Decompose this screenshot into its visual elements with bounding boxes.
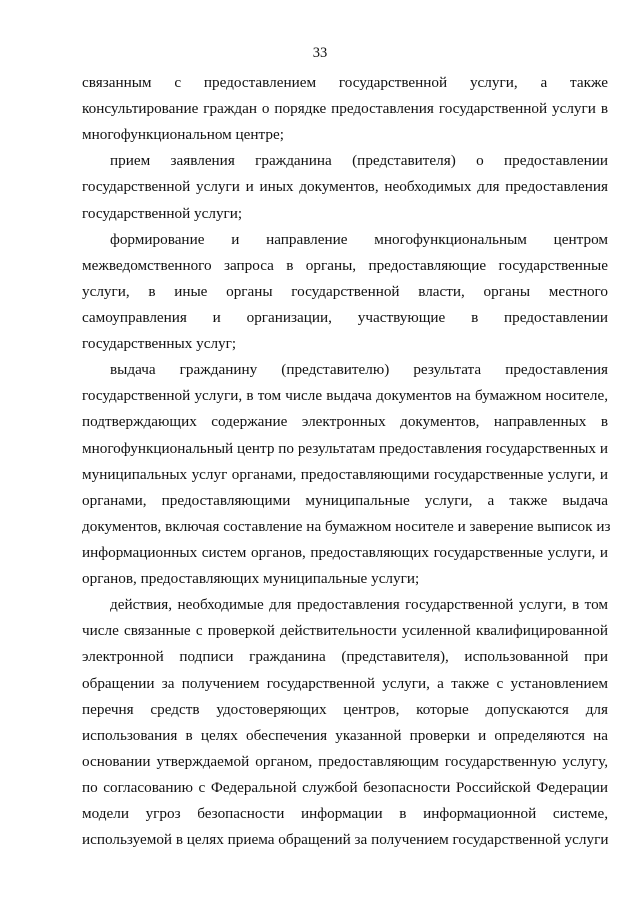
text-line: подтверждающих содержание электронных документов, направленных в [82,413,608,431]
document-body [82,70,611,853]
text-line: многофункциональном центре; [82,126,284,144]
text-line: самоуправления и организации, участвующие в предоставлении [82,308,608,326]
text-line: услуги, в иные органы государственной власти, органы местного [82,282,608,300]
text-line: по согласованию с Федеральной службой безопасности Российской Федерации [82,778,608,796]
text-line: модели угроз безопасности информации в информационной системе, [82,805,608,823]
text-line: использования в целях обеспечения указанной проверки и определяются на [82,726,608,744]
text-line: государственной услуги, в том числе выдача документов на бумажном носителе, [82,387,608,405]
text-line: информационных систем органов, предоставляющих государственные услуги, и [82,543,608,561]
text-line: перечня средств удостоверяющих центров, которые допускаются для [82,700,608,718]
text-line: электронной подписи гражданина (представителя), использованной при [82,648,608,666]
text-line: межведомственного запроса в органы, предоставляющие государственные [82,256,608,274]
text-line: используемой в целях приема обращений за получением государственной услуги [82,831,609,849]
text-line: связанным с предоставлением государственной услуги, а также [82,74,608,91]
text-line: муниципальных услуг органами, предоставляющими государственные услуги, и [82,465,608,483]
text-line: органов, предоставляющих муниципальные услуги; [82,570,420,588]
text-line: органами, предоставляющими муниципальные услуги, а также выдача [82,491,608,509]
text-line: государственной услуги и иных документов, необходимых для предоставления [82,178,608,196]
text-line: формирование и направление многофункциональным центром [110,230,608,248]
text-line: основании утверждаемой органом, предоставляющим государственную услугу, [82,752,608,770]
text-line: многофункциональный центр по результатам предоставления государственных и [82,439,608,457]
text-line: прием заявления гражданина (представителя) о предоставлении [110,152,608,170]
page-number: 33 [312,45,328,61]
text-line: консультирование граждан о порядке предоставления государственной услуги в [82,100,608,118]
text-line: государственных услуг; [82,335,237,353]
text-line: документов, включая составление на бумажном носителе и заверение выписок из [82,517,611,535]
text-line: государственной услуги; [82,204,243,222]
text-line: выдача гражданину (представителю) результата предоставления [110,361,608,379]
text-line: действия, необходимые для предоставления государственной услуги, в том [110,596,608,614]
text-line: обращении за получением государственной услуги, а также с установлением [82,674,608,692]
text-line: числе связанные с проверкой действительности усиленной квалифицированной [82,622,608,640]
